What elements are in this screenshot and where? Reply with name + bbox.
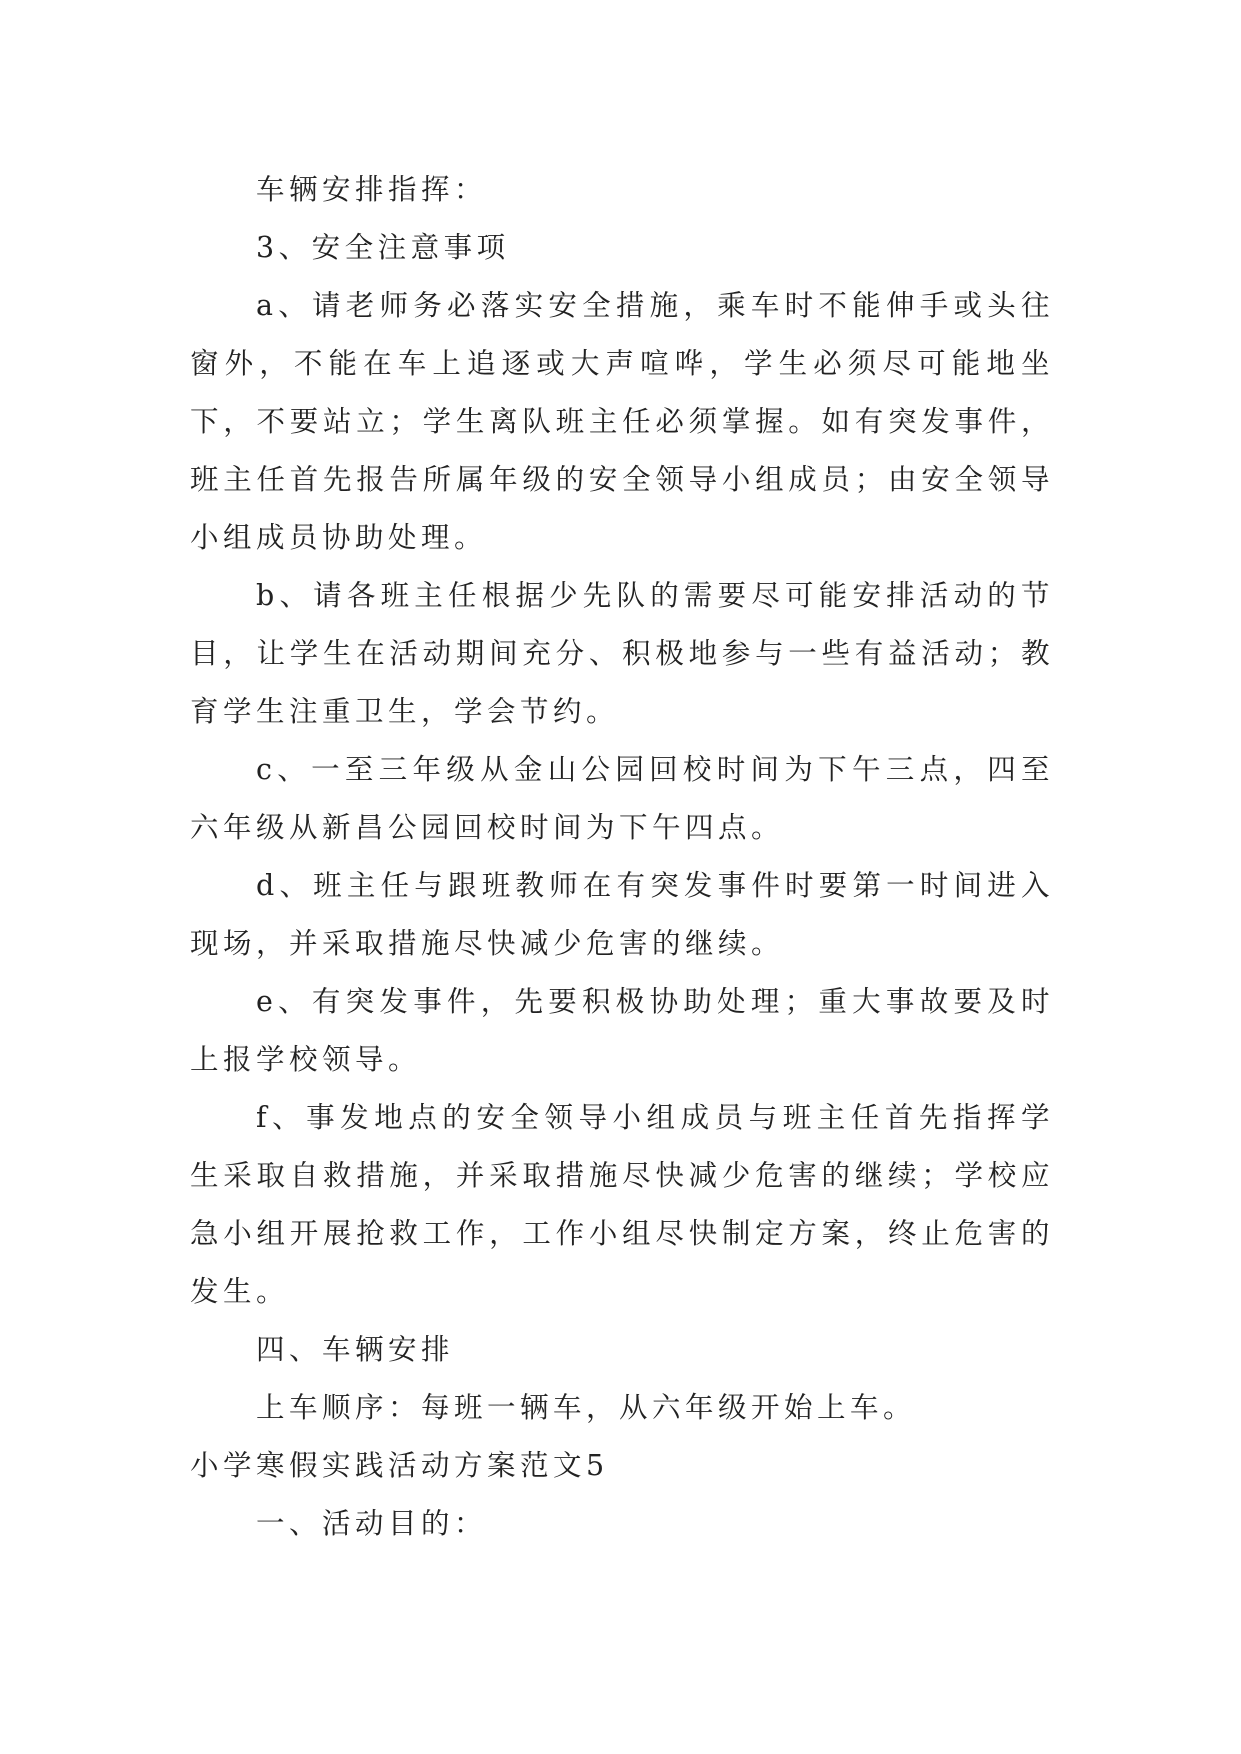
paragraph-safety-f: f、事发地点的安全领导小组成员与班主任首先指挥学生采取自救措施，并采取措施尽快减少危害的继续；学校应急小组开展抢救工作，工作小组尽快制定方案，终止危害的发生。 <box>190 1101 1054 1308</box>
paragraph-safety-heading: 3、安全注意事项 <box>256 231 510 264</box>
document-body <box>190 161 1054 1553</box>
paragraph-safety-b: b、请各班主任根据少先队的需要尽可能安排活动的节目，让学生在活动期间充分、积极地参与一些有益活动；教育学生注重卫生，学会节约。 <box>190 579 1054 728</box>
section-heading-vehicles: 四、车辆安排 <box>256 1333 455 1366</box>
document-title: 小学寒假实践活动方案范文5 <box>190 1449 609 1482</box>
paragraph-safety-a: a、请老师务必落实安全措施，乘车时不能伸手或头往窗外，不能在车上追逐或大声喧哗，学生必须尽可能地坐下，不要站立；学生离队班主任必须掌握。如有突发事件，班主任首先报告所属年级的安全领导小组成员；由安全领导小组成员协助处理。 <box>190 289 1054 554</box>
paragraph-vehicle-command: 车辆安排指挥： <box>256 173 488 206</box>
paragraph-safety-e: e、有突发事件，先要积极协助处理；重大事故要及时上报学校领导。 <box>190 985 1054 1076</box>
paragraph-safety-c: c、一至三年级从金山公园回校时间为下午三点，四至六年级从新昌公园回校时间为下午四点。 <box>190 753 1054 844</box>
paragraph-boarding-order: 上车顺序：每班一辆车，从六年级开始上车。 <box>256 1391 917 1424</box>
section-heading-purpose: 一、活动目的： <box>256 1507 488 1540</box>
paragraph-safety-d: d、班主任与跟班教师在有突发事件时要第一时间进入现场，并采取措施尽快减少危害的继续。 <box>190 869 1054 960</box>
